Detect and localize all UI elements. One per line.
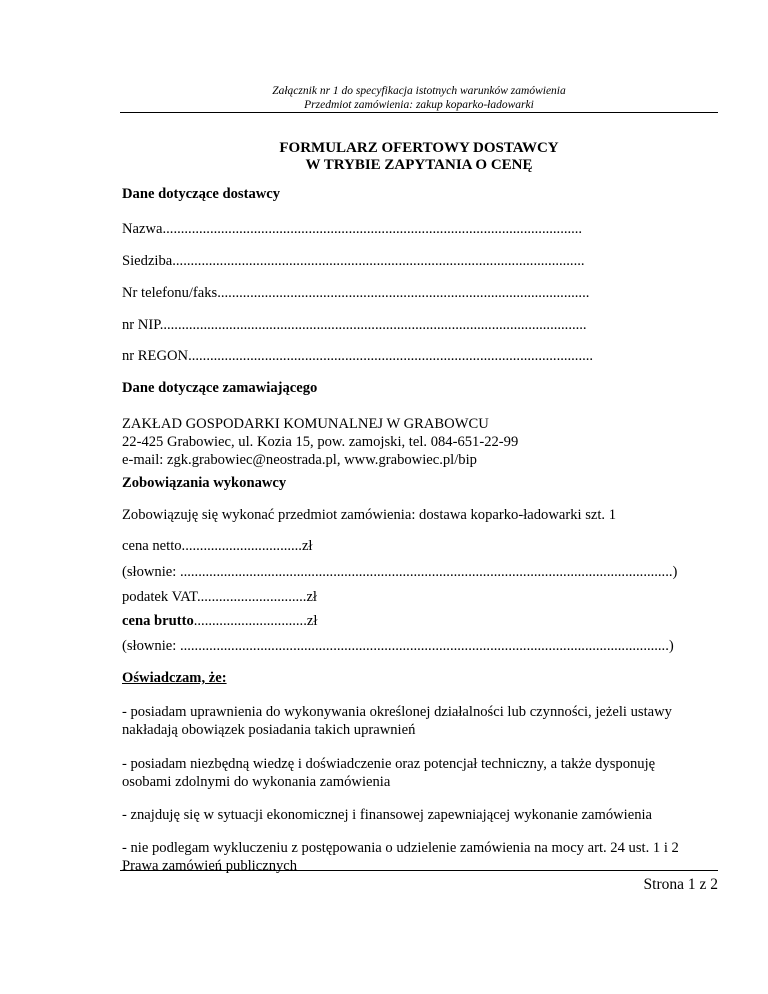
gross-price-label: cena brutto [122, 613, 194, 629]
orderer-contact: e-mail: zgk.grabowiec@neostrada.pl, www.grabowiec.pl/bip [122, 452, 477, 468]
field-name: Nazwa................................................................................................................... [122, 221, 583, 237]
declaration-item-4-line-1: - nie podlegam wykluczeniu z postępowania o udzielenie zamówienia na mocy art. 24 ust. 1 i 2 [122, 840, 679, 856]
field-phone-fax: Nr telefonu/faks...................................................................................................... [122, 285, 590, 301]
orderer-name: ZAKŁAD GOSPODARKI KOMUNALNEJ W GRABOWCU [122, 416, 489, 432]
declaration-item-1-line-1: - posiadam uprawnienia do wykonywania określonej działalności lub czynności, jeżeli ustawy [122, 704, 672, 720]
gross-price-field [122, 612, 317, 630]
footer-divider [120, 870, 718, 871]
declaration-item-1-line-2: nakładają obowiązek posiadania takich uprawnień [122, 722, 416, 738]
title-line-2: W TRYBIE ZAPYTANIA O CENĘ [305, 157, 533, 173]
vat-field: podatek VAT..............................zł [122, 589, 317, 605]
declaration-item-2-line-2: osobami zdolnymi do wykonania zamówienia [122, 774, 391, 790]
header-line-2: Przedmiot zamówienia: zakup koparko-ładowarki [304, 99, 534, 111]
declaration-item-4-line-2: Prawa zamówień publicznych [122, 858, 298, 874]
page-header [120, 84, 718, 112]
obligations-intro: Zobowiązuję się wykonać przedmiot zamówienia: dostawa koparko-ładowarki szt. 1 [122, 507, 616, 523]
net-price-words-field: (słownie: .......................................................................................................................................) [122, 564, 678, 580]
orderer-address: 22-425 Grabowiec, ul. Kozia 15, pow. zamojski, tel. 084-651-22-99 [122, 434, 519, 450]
document-title [120, 140, 718, 174]
field-address: Siedziba................................................................................................................. [122, 253, 585, 269]
field-nip: nr NIP..................................................................................................................... [122, 317, 587, 333]
field-regon: nr REGON............................................................................................................... [122, 348, 594, 364]
declaration-item-2-line-1: - posiadam niezbędną wiedzę i doświadczenie oraz potencjał techniczny, a także dysponuję [122, 756, 656, 772]
title-line-1: FORMULARZ OFERTOWY DOSTAWCY [279, 140, 559, 156]
orderer-heading: Dane dotyczące zamawiającego [122, 380, 318, 396]
gross-price-dots: ...............................zł [193, 613, 318, 629]
header-divider [120, 112, 718, 113]
declaration-heading: Oświadczam, że: [122, 670, 227, 686]
obligations-heading: Zobowiązania wykonawcy [122, 475, 287, 491]
declaration-item-3-line-1: - znajduję się w sytuacji ekonomicznej i finansowej zapewniającej wykonanie zamówienia [122, 807, 653, 823]
header-line-1: Załącznik nr 1 do specyfikacja istotnych warunków zamówienia [272, 85, 566, 97]
net-price-field: cena netto.................................zł [122, 538, 313, 554]
page-number: Strona 1 z 2 [643, 876, 718, 893]
gross-price-words-field: (słownie: ......................................................................................................................................) [122, 638, 674, 654]
supplier-heading: Dane dotyczące dostawcy [122, 186, 281, 202]
